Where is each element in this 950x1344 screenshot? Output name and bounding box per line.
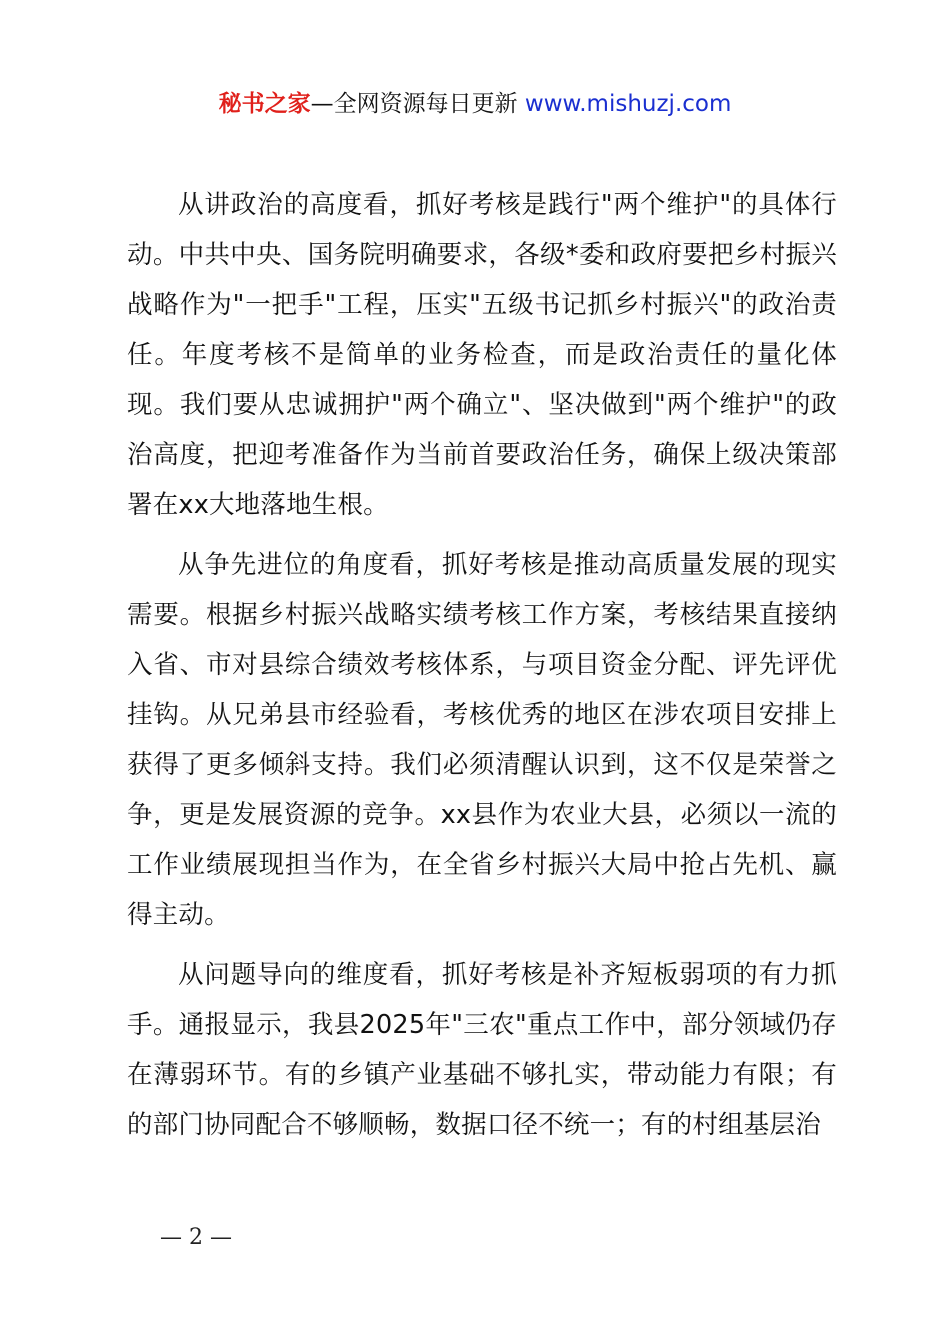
paragraph-development: 从争先进位的角度看，抓好考核是推动高质量发展的现实需要。根据乡村振兴战略实绩考核工作方案，考核结果直接纳入省、市对县综合绩效考核体系，与项目资金分配、评先评优挂钩。从兄弟县市经验看，考核优秀的地区在涉农项目安排上获得了更多倾斜支持。我们必须清醒认识到，这不仅是荣誉之争，更是发展资源的竞争。xx县作为农业大县，必须以一流的工作业绩展现担当作为，在全省乡村振兴大局中抢占先机、赢得主动。 bbox=[127, 550, 837, 930]
document-body bbox=[127, 180, 837, 1160]
paragraph-problems: 从问题导向的维度看，抓好考核是补齐短板弱项的有力抓手。通报显示，我县2025年"三农"重点工作中，部分领域仍存在薄弱环节。有的乡镇产业基础不够扎实，带动能力有限；有的部门协同配合不够顺畅，数据口径不统一；有的村组基层治 bbox=[127, 960, 837, 1140]
brand-name: 秘书之家 bbox=[218, 91, 311, 117]
paragraph-political: 从讲政治的高度看，抓好考核是践行"两个维护"的具体行动。中共中央、国务院明确要求，各级*委和政府要把乡村振兴战略作为"一把手"工程，压实"五级书记抓乡村振兴"的政治责任。年度考核不是简单的业务检查，而是政治责任的量化体现。我们要从忠诚拥护"两个确立"、坚决做到"两个维护"的政治高度，把迎考准备作为当前首要政治任务，确保上级决策部署在xx大地落地生根。 bbox=[127, 190, 837, 520]
site-tagline: —全网资源每日更新 bbox=[310, 91, 525, 117]
site-header bbox=[0, 88, 950, 120]
site-url: www.mishuzj.com bbox=[524, 91, 732, 117]
page-number: — 2 — bbox=[160, 1225, 232, 1250]
